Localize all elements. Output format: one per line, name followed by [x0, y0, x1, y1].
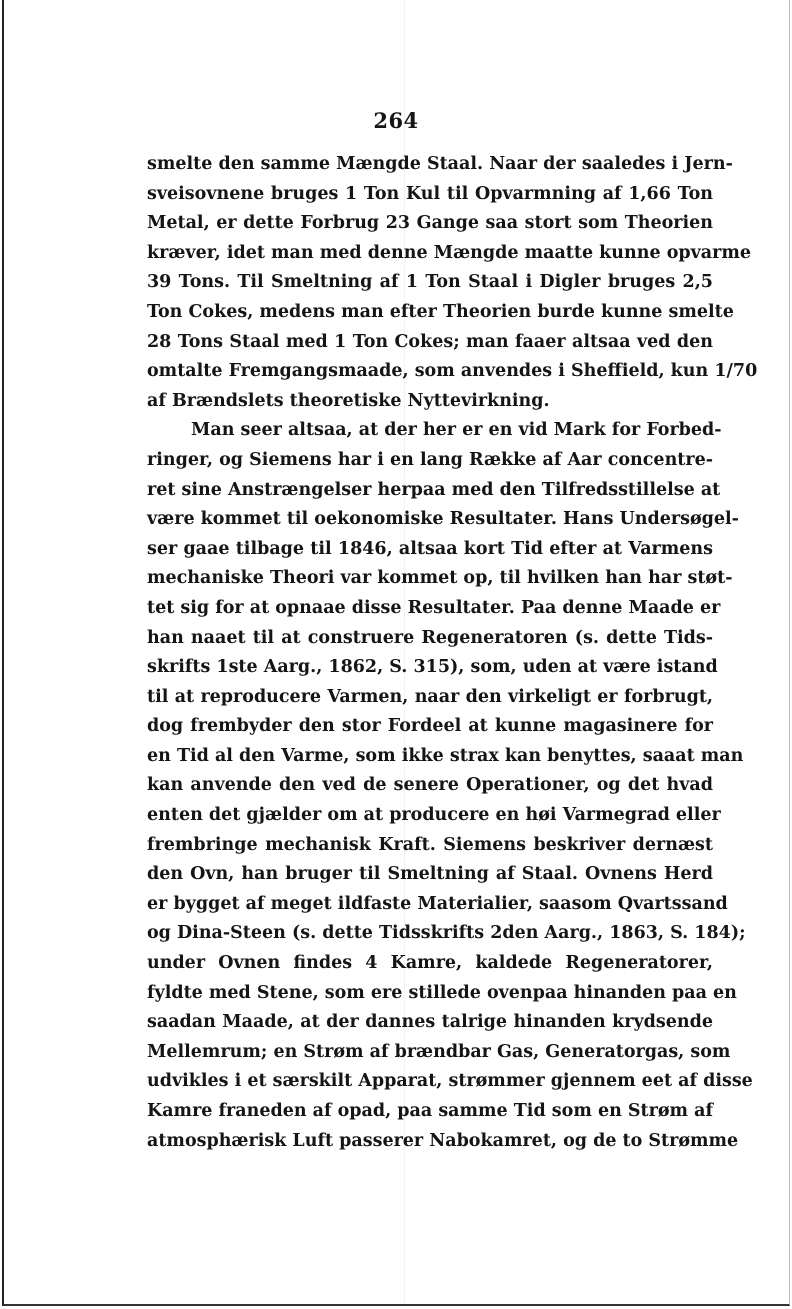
- text-line: fyldte med Stene, som ere stillede ovenpaa hinanden paa en: [147, 982, 737, 1003]
- page-number: 264: [373, 108, 419, 133]
- text-line: Mellemrum; en Strøm af brændbar Gas, Generatorgas, som: [147, 1041, 731, 1062]
- text-line: Ton Cokes, medens man efter Theorien burde kunne smelte: [147, 301, 734, 322]
- text-line: skrifts 1ste Aarg., 1862, S. 315), som, uden at være istand: [147, 657, 718, 678]
- text-line: enten det gjælder om at producere en høi Varmegrad eller: [147, 805, 721, 826]
- text-line: kræver, idet man med denne Mængde maatte kunne opvarme: [147, 242, 751, 263]
- text-line: være kommet til oekonomiske Resultater. Hans Undersøgel-: [147, 509, 739, 530]
- text-line: han naaet til at construere Regeneratoren (s. dette Tids-: [147, 627, 713, 648]
- text-line: frembringe mechanisk Kraft. Siemens beskriver dernæst: [147, 834, 713, 855]
- text-line: smelte den samme Mængde Staal. Naar der saaledes i Jern-: [147, 154, 733, 174]
- text-line: atmosphærisk Luft passerer Nabokamret, og de to Strømme: [147, 1130, 739, 1151]
- text-line: tet sig for at opnaae disse Resultater. Paa denne Maade er: [147, 597, 721, 618]
- text-line: saadan Maade, at der dannes talrige hinanden krydsende: [147, 1012, 713, 1033]
- text-line: Metal, er dette Forbrug 23 Gange saa stort som Theorien: [147, 213, 713, 234]
- text-line: ret sine Anstrængelser herpaa med den Tilfredsstillelse at: [147, 479, 721, 500]
- text-line: den Ovn, han bruger til Smeltning af Staal. Ovnens Herd: [147, 864, 713, 885]
- text-line: sveisovnene bruges 1 Ton Kul til Opvarmning af 1,66 Ton: [147, 183, 713, 204]
- text-line: og Dina-Steen (s. dette Tidsskrifts 2den Aarg., 1863, S. 184);: [147, 923, 746, 944]
- text-line: mechaniske Theori var kommet op, til hvilken han har støt-: [147, 568, 733, 589]
- text-line: dog frembyder den stor Fordeel at kunne magasinere for: [147, 716, 713, 737]
- text-line: udvikles i et særskilt Apparat, strømmer gjennem eet af disse: [147, 1071, 753, 1092]
- text-line: til at reproducere Varmen, naar den virkeligt er forbrugt,: [147, 686, 713, 707]
- paragraph-end-line: af Brændslets theoretiske Nyttevirkning.: [147, 390, 550, 411]
- text-line: 28 Tons Staal med 1 Ton Cokes; man faaer altsaa ved den: [147, 331, 713, 352]
- text-line: en Tid al den Varme, som ikke strax kan benyttes, saaat man: [147, 745, 744, 766]
- text-line: ser gaae tilbage til 1846, altsaa kort Tid efter at Varmens: [147, 538, 713, 559]
- text-line: er bygget af meget ildfaste Materialier, saasom Qvartssand: [147, 893, 728, 914]
- text-line: omtalte Fremgangsmaade, som anvendes i Sheffield, kun 1/70: [147, 361, 758, 382]
- text-line: under Ovnen findes 4 Kamre, kaldede Regeneratorer,: [147, 953, 713, 974]
- text-line: Kamre franeden af opad, paa samme Tid som en Strøm af: [147, 1101, 713, 1121]
- paragraph-start-line: Man seer altsaa, at der her er en vid Mark for Forbed-: [191, 420, 722, 441]
- text-line: 39 Tons. Til Smeltning af 1 Ton Staal i Digler bruges 2,5: [147, 272, 713, 293]
- text-line: kan anvende den ved de senere Operationer, og det hvad: [147, 775, 713, 796]
- body-text: [147, 150, 758, 1156]
- text-line: ringer, og Siemens har i en lang Række af Aar concentre-: [147, 449, 713, 470]
